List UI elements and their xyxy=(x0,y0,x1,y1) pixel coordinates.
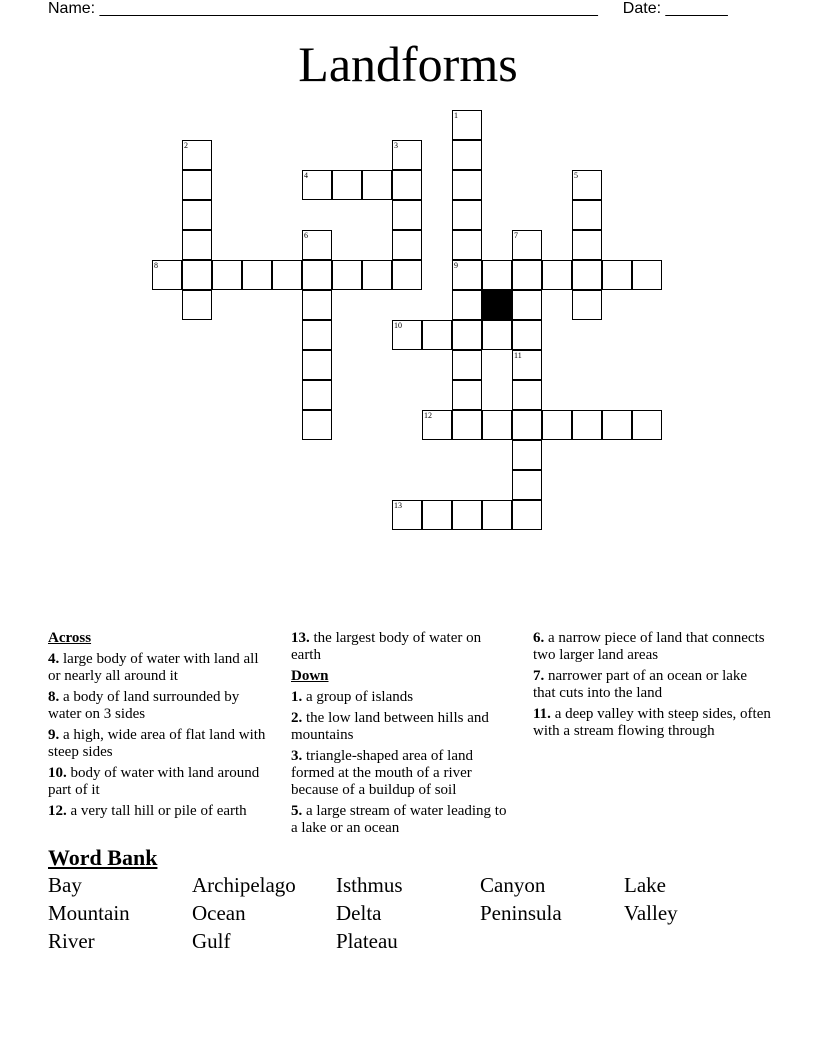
crossword-cell[interactable] xyxy=(302,230,332,260)
crossword-cell[interactable] xyxy=(452,170,482,200)
clue-across-12: 12. a very tall hill or pile of earth xyxy=(48,803,247,819)
clue-across-13: 13. the largest body of water on earth xyxy=(291,630,482,663)
crossword-cell[interactable] xyxy=(512,440,542,470)
crossword-cell[interactable] xyxy=(572,290,602,320)
crossword-cell[interactable] xyxy=(182,200,212,230)
crossword-cell[interactable] xyxy=(272,260,302,290)
crossword-cell[interactable] xyxy=(452,140,482,170)
crossword-cell[interactable] xyxy=(302,260,332,290)
clue-number: 2 xyxy=(184,141,188,150)
crossword-cell[interactable] xyxy=(452,290,482,320)
crossword-cell[interactable] xyxy=(452,410,482,440)
word-bank-title: Word Bank xyxy=(48,845,158,870)
crossword-cell[interactable] xyxy=(452,350,482,380)
crossword-cell[interactable] xyxy=(482,500,512,530)
crossword-cell[interactable] xyxy=(302,350,332,380)
word-bank-item: River xyxy=(48,929,95,953)
crossword-cell[interactable] xyxy=(632,260,662,290)
word-bank-item: Peninsula xyxy=(480,901,562,925)
clue-number: 9 xyxy=(454,261,458,270)
crossword-cell[interactable] xyxy=(482,260,512,290)
clue-number: 5 xyxy=(574,171,578,180)
crossword-cell[interactable] xyxy=(362,170,392,200)
crossword-cell[interactable] xyxy=(392,320,422,350)
word-bank-item: Valley xyxy=(624,901,678,925)
crossword-cell[interactable] xyxy=(572,230,602,260)
clue-down-1: 1. a group of islands xyxy=(291,689,414,705)
crossword-cell[interactable] xyxy=(452,380,482,410)
clue-down-6: 6. a narrow piece of land that connects two larger land areas xyxy=(533,630,765,663)
crossword-cell[interactable] xyxy=(452,500,482,530)
crossword-cell[interactable] xyxy=(212,260,242,290)
crossword-cell[interactable] xyxy=(302,410,332,440)
crossword-cell[interactable] xyxy=(602,410,632,440)
clues-column-1 xyxy=(48,630,268,824)
down-heading: Down xyxy=(291,668,329,684)
clue-down-3: 3. triangle-shaped area of land formed at the mouth of a river because of a buildup of soil xyxy=(291,748,473,798)
page-title: Landforms xyxy=(298,36,518,92)
crossword-cell[interactable] xyxy=(542,410,572,440)
word-bank-item: Bay xyxy=(48,873,82,897)
clue-number: 12 xyxy=(424,411,432,420)
crossword-cell[interactable] xyxy=(302,380,332,410)
crossword-cell[interactable] xyxy=(422,410,452,440)
clues-column-2 xyxy=(291,630,513,841)
name-line[interactable]: ________________________________________________________ xyxy=(99,0,598,17)
crossword-cell[interactable] xyxy=(512,350,542,380)
crossword-cell[interactable] xyxy=(362,260,392,290)
crossword-cell[interactable] xyxy=(182,290,212,320)
crossword-cell[interactable] xyxy=(452,320,482,350)
crossword-cell[interactable] xyxy=(182,260,212,290)
crossword-cell[interactable] xyxy=(392,500,422,530)
crossword-cell[interactable] xyxy=(542,260,572,290)
word-bank-item: Delta xyxy=(336,901,382,925)
crossword-cell[interactable] xyxy=(422,500,452,530)
clue-down-7: 7. narrower part of an ocean or lake that cuts into the land xyxy=(533,668,748,701)
clue-number: 8 xyxy=(154,261,158,270)
clue-down-2: 2. the low land between hills and mountains xyxy=(291,710,489,743)
crossword-cell[interactable] xyxy=(452,260,482,290)
clue-across-9: 9. a high, wide area of flat land with steep sides xyxy=(48,727,266,760)
clue-number: 7 xyxy=(514,231,518,240)
name-label: Name: xyxy=(48,0,96,17)
crossword-cell[interactable] xyxy=(482,320,512,350)
crossword-cell[interactable] xyxy=(332,170,362,200)
clue-number: 6 xyxy=(304,231,308,240)
crossword-cell[interactable] xyxy=(572,410,602,440)
crossword-cell[interactable] xyxy=(512,500,542,530)
clue-number: 4 xyxy=(304,171,308,180)
word-bank-item: Ocean xyxy=(192,901,246,925)
date-label: Date: xyxy=(622,0,662,17)
clue-number: 10 xyxy=(394,321,402,330)
crossword-cell[interactable] xyxy=(512,320,542,350)
word-bank xyxy=(48,873,788,954)
crossword-cell[interactable] xyxy=(572,200,602,230)
word-bank-item: Isthmus xyxy=(336,873,403,897)
clue-number: 3 xyxy=(394,141,398,150)
crossword-cell[interactable] xyxy=(302,290,332,320)
crossword-cell[interactable] xyxy=(242,260,272,290)
crossword-cell[interactable] xyxy=(632,410,662,440)
crossword-black-cell xyxy=(482,290,512,320)
clue-down-11: 11. a deep valley with steep sides, often with a stream flowing through xyxy=(533,706,771,739)
crossword-cell[interactable] xyxy=(392,170,422,200)
crossword-cell[interactable] xyxy=(512,380,542,410)
clue-number: 1 xyxy=(454,111,458,120)
crossword-cell[interactable] xyxy=(182,170,212,200)
word-bank-item: Gulf xyxy=(192,929,231,953)
crossword-cell[interactable] xyxy=(572,170,602,200)
crossword-cell[interactable] xyxy=(452,200,482,230)
date-line[interactable]: _______ xyxy=(665,0,728,17)
clue-number: 13 xyxy=(394,501,402,510)
crossword-cell[interactable] xyxy=(452,230,482,260)
crossword-cell[interactable] xyxy=(512,410,542,440)
word-bank-item: Plateau xyxy=(336,929,398,953)
crossword-cell[interactable] xyxy=(332,260,362,290)
crossword-cell[interactable] xyxy=(452,110,482,140)
word-bank-item: Canyon xyxy=(480,873,546,897)
crossword-cell[interactable] xyxy=(512,470,542,500)
crossword-cell[interactable] xyxy=(602,260,632,290)
word-bank-item: Mountain xyxy=(48,901,130,925)
crossword-cell[interactable] xyxy=(392,230,422,260)
clue-down-5: 5. a large stream of water leading to a lake or an ocean xyxy=(291,803,507,836)
clue-across-10: 10. body of water with land around part of it xyxy=(48,765,260,798)
crossword-cell[interactable] xyxy=(392,200,422,230)
crossword-cell[interactable] xyxy=(152,260,182,290)
crossword-cell[interactable] xyxy=(512,260,542,290)
crossword-cell[interactable] xyxy=(182,140,212,170)
crossword-cell[interactable] xyxy=(572,260,602,290)
crossword-cell[interactable] xyxy=(392,260,422,290)
clue-across-8: 8. a body of land surrounded by water on 3 sides xyxy=(48,689,240,722)
clues-column-3 xyxy=(533,630,773,744)
crossword-cell[interactable] xyxy=(392,140,422,170)
clue-number: 11 xyxy=(514,351,522,360)
crossword-cell[interactable] xyxy=(302,170,332,200)
crossword-cell[interactable] xyxy=(512,290,542,320)
crossword-cell[interactable] xyxy=(512,230,542,260)
clue-across-4: 4. large body of water with land all or nearly all around it xyxy=(48,651,259,684)
across-heading: Across xyxy=(48,630,92,646)
crossword-cell[interactable] xyxy=(302,320,332,350)
crossword-cell[interactable] xyxy=(422,320,452,350)
crossword-cell[interactable] xyxy=(482,410,512,440)
crossword-cell[interactable] xyxy=(182,230,212,260)
word-bank-item: Lake xyxy=(624,873,666,897)
word-bank-item: Archipelago xyxy=(192,873,296,897)
